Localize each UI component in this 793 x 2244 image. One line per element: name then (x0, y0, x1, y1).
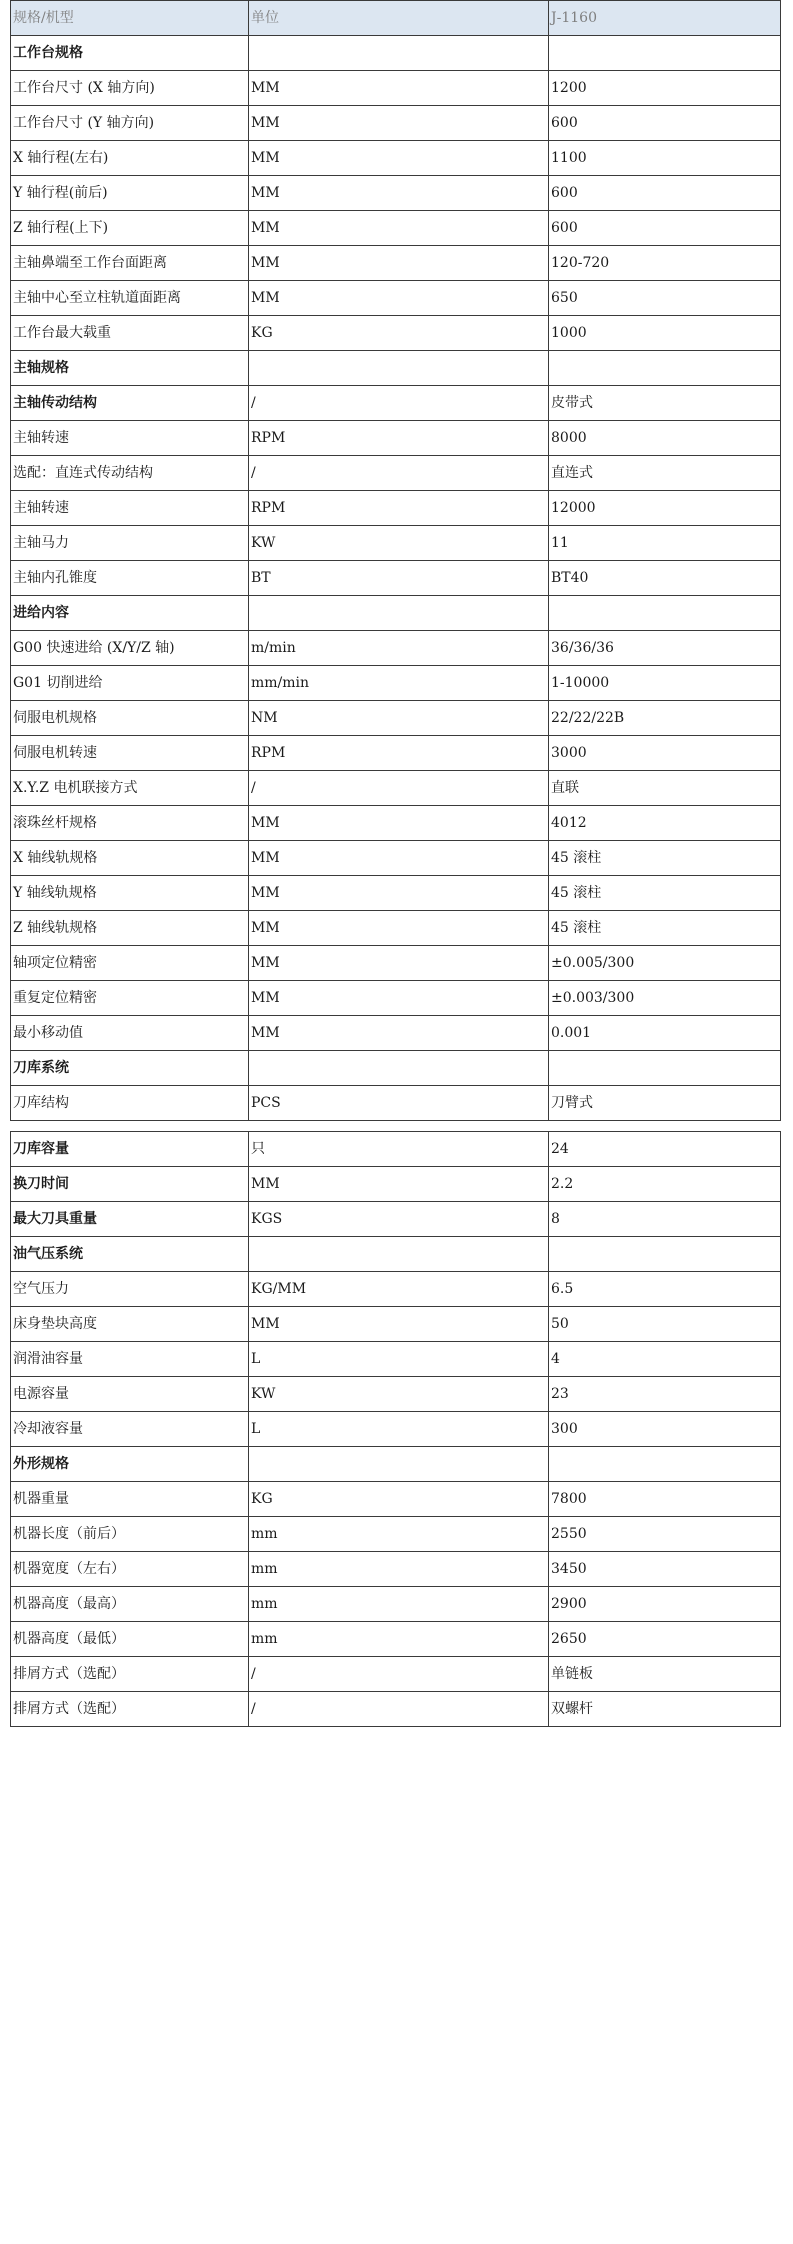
spec-value-cell: 24 (549, 1132, 781, 1167)
spec-name-cell: Y 轴线轨规格 (11, 876, 249, 911)
table-row (11, 1412, 781, 1447)
spec-name-cell: Z 轴行程(上下) (11, 211, 249, 246)
spec-unit-cell: mm/min (249, 666, 549, 701)
spec-value-cell: 3450 (549, 1552, 781, 1587)
spec-unit-cell: MM (249, 1016, 549, 1051)
spec-unit-cell: MM (249, 106, 549, 141)
spec-name-cell: X 轴行程(左右) (11, 141, 249, 176)
spec-value-cell: 8 (549, 1202, 781, 1237)
spec-name-cell: 电源容量 (11, 1377, 249, 1412)
table-row (11, 981, 781, 1016)
spec-value-cell: 2550 (549, 1517, 781, 1552)
table-row (11, 1377, 781, 1412)
spec-unit-cell (249, 36, 549, 71)
section-row (11, 36, 781, 71)
spec-value-cell (549, 1237, 781, 1272)
spec-unit-cell (249, 596, 549, 631)
spec-name-cell: 主轴内孔锥度 (11, 561, 249, 596)
spec-value-cell: 120-720 (549, 246, 781, 281)
table-row (11, 1202, 781, 1237)
spec-name-cell: 伺服电机转速 (11, 736, 249, 771)
spec-unit-cell (249, 1237, 549, 1272)
table-row (11, 491, 781, 526)
table-row (11, 106, 781, 141)
header-model-cell: J-1160 (549, 1, 781, 36)
spec-value-cell: 50 (549, 1307, 781, 1342)
section-row (11, 596, 781, 631)
spec-unit-cell: MM (249, 246, 549, 281)
spec-value-cell: ±0.005/300 (549, 946, 781, 981)
table-row (11, 911, 781, 946)
spec-name-cell: 工作台规格 (11, 36, 249, 71)
spec-value-cell: 650 (549, 281, 781, 316)
spec-name-cell: 重复定位精密 (11, 981, 249, 1016)
spec-unit-cell: mm (249, 1622, 549, 1657)
spec-unit-cell: RPM (249, 736, 549, 771)
spec-value-cell: 8000 (549, 421, 781, 456)
spec-unit-cell: KG/MM (249, 1272, 549, 1307)
table-row (11, 736, 781, 771)
table-row (11, 946, 781, 981)
table-row (11, 876, 781, 911)
spec-value-cell: 1100 (549, 141, 781, 176)
spec-unit-cell: MM (249, 1167, 549, 1202)
table-row (11, 421, 781, 456)
spec-name-cell: X.Y.Z 电机联接方式 (11, 771, 249, 806)
spec-name-cell: 润滑油容量 (11, 1342, 249, 1377)
spec-unit-cell: MM (249, 211, 549, 246)
spec-unit-cell: PCS (249, 1086, 549, 1121)
spec-unit-cell (249, 351, 549, 386)
spec-value-cell: 直连式 (549, 456, 781, 491)
header-unit-cell: 单位 (249, 1, 549, 36)
spec-value-cell: 刀臂式 (549, 1086, 781, 1121)
section-row (11, 1237, 781, 1272)
table-row (11, 1086, 781, 1121)
table-row (11, 1342, 781, 1377)
spec-unit-cell: RPM (249, 421, 549, 456)
spec-unit-cell: KG (249, 1482, 549, 1517)
spec-unit-cell: MM (249, 981, 549, 1016)
table-row (11, 631, 781, 666)
spec-name-cell: 主轴转速 (11, 491, 249, 526)
spec-unit-cell: MM (249, 281, 549, 316)
spec-value-cell: 45 滚柱 (549, 876, 781, 911)
spec-unit-cell: L (249, 1412, 549, 1447)
table-row (11, 1657, 781, 1692)
table-row (11, 141, 781, 176)
spec-unit-cell: KG (249, 316, 549, 351)
spec-unit-cell: KW (249, 1377, 549, 1412)
spec-value-cell (549, 1051, 781, 1086)
spec-unit-cell: MM (249, 876, 549, 911)
table-row (11, 386, 781, 421)
table-row (11, 1482, 781, 1517)
spec-value-cell: 22/22/22B (549, 701, 781, 736)
spec-value-cell: 3000 (549, 736, 781, 771)
spec-name-cell: 刀库容量 (11, 1132, 249, 1167)
spec-unit-cell (249, 1447, 549, 1482)
spec-name-cell: G01 切削进给 (11, 666, 249, 701)
table-row (11, 526, 781, 561)
spec-name-cell: 工作台尺寸 (X 轴方向) (11, 71, 249, 106)
section-row (11, 1447, 781, 1482)
table-row (11, 71, 781, 106)
spec-table-main (10, 0, 781, 1121)
table-row (11, 806, 781, 841)
spec-unit-cell: mm (249, 1587, 549, 1622)
table-row (11, 1587, 781, 1622)
spec-name-cell: 空气压力 (11, 1272, 249, 1307)
spec-unit-cell: m/min (249, 631, 549, 666)
spec-name-cell: 选配：直连式传动结构 (11, 456, 249, 491)
spec-name-cell: 外形规格 (11, 1447, 249, 1482)
spec-value-cell: 单链板 (549, 1657, 781, 1692)
section-row (11, 1051, 781, 1086)
spec-unit-cell: L (249, 1342, 549, 1377)
spec-unit-cell: / (249, 386, 549, 421)
spec-value-cell: ±0.003/300 (549, 981, 781, 1016)
spec-value-cell: 45 滚柱 (549, 911, 781, 946)
spec-value-cell (549, 1447, 781, 1482)
spec-name-cell: 工作台尺寸 (Y 轴方向) (11, 106, 249, 141)
spec-unit-cell: MM (249, 71, 549, 106)
spec-name-cell: 刀库结构 (11, 1086, 249, 1121)
spec-name-cell: 油气压系统 (11, 1237, 249, 1272)
spec-name-cell: 换刀时间 (11, 1167, 249, 1202)
spec-unit-cell: MM (249, 946, 549, 981)
spec-value-cell: 36/36/36 (549, 631, 781, 666)
spec-value-cell: 1000 (549, 316, 781, 351)
spec-value-cell: 2900 (549, 1587, 781, 1622)
table-row (11, 1307, 781, 1342)
spec-value-cell: 2.2 (549, 1167, 781, 1202)
spec-value-cell (549, 36, 781, 71)
spec-value-cell: 300 (549, 1412, 781, 1447)
spec-unit-cell: BT (249, 561, 549, 596)
spec-table-continued (10, 1131, 781, 1727)
table-row (11, 1622, 781, 1657)
spec-value-cell: 0.001 (549, 1016, 781, 1051)
spec-name-cell: 主轴马力 (11, 526, 249, 561)
spec-unit-cell: / (249, 771, 549, 806)
spec-value-cell: 12000 (549, 491, 781, 526)
spec-unit-cell: MM (249, 841, 549, 876)
table-row (11, 666, 781, 701)
spec-value-cell: 4 (549, 1342, 781, 1377)
spec-value-cell: 600 (549, 211, 781, 246)
spec-name-cell: Z 轴线轨规格 (11, 911, 249, 946)
spec-unit-cell: mm (249, 1552, 549, 1587)
spec-unit-cell: MM (249, 176, 549, 211)
table-row (11, 701, 781, 736)
spec-name-cell: 主轴规格 (11, 351, 249, 386)
spec-name-cell: 主轴转速 (11, 421, 249, 456)
table-row (11, 1552, 781, 1587)
table-row (11, 1132, 781, 1167)
spec-value-cell: 23 (549, 1377, 781, 1412)
spec-name-cell: 轴项定位精密 (11, 946, 249, 981)
spec-name-cell: 最大刀具重量 (11, 1202, 249, 1237)
table-row (11, 176, 781, 211)
spec-name-cell: 主轴鼻端至工作台面距离 (11, 246, 249, 281)
spec-value-cell (549, 351, 781, 386)
spec-unit-cell: MM (249, 911, 549, 946)
table-row (11, 1272, 781, 1307)
spec-name-cell: 排屑方式（选配） (11, 1692, 249, 1727)
spec-value-cell: 600 (549, 176, 781, 211)
spec-name-cell: G00 快速进给 (X/Y/Z 轴) (11, 631, 249, 666)
table-row (11, 561, 781, 596)
spec-unit-cell: RPM (249, 491, 549, 526)
spec-value-cell: 直联 (549, 771, 781, 806)
spec-unit-cell: / (249, 1657, 549, 1692)
table-row (11, 316, 781, 351)
spec-value-cell: 45 滚柱 (549, 841, 781, 876)
table-row (11, 771, 781, 806)
spec-unit-cell: KW (249, 526, 549, 561)
table-header-row (11, 1, 781, 36)
table-row (11, 1517, 781, 1552)
spec-value-cell: 1-10000 (549, 666, 781, 701)
spec-unit-cell: 只 (249, 1132, 549, 1167)
spec-name-cell: 滚珠丝杆规格 (11, 806, 249, 841)
header-name-cell: 规格/机型 (11, 1, 249, 36)
spec-unit-cell: MM (249, 141, 549, 176)
spec-name-cell: 排屑方式（选配） (11, 1657, 249, 1692)
section-row (11, 351, 781, 386)
spec-name-cell: 主轴传动结构 (11, 386, 249, 421)
spec-value-cell: BT40 (549, 561, 781, 596)
spec-unit-cell: / (249, 1692, 549, 1727)
spec-value-cell: 双螺杆 (549, 1692, 781, 1727)
spec-value-cell: 6.5 (549, 1272, 781, 1307)
spec-name-cell: 伺服电机规格 (11, 701, 249, 736)
table-row (11, 1016, 781, 1051)
spec-name-cell: 主轴中心至立柱轨道面距离 (11, 281, 249, 316)
table-row (11, 1167, 781, 1202)
spec-value-cell: 11 (549, 526, 781, 561)
spec-unit-cell: NM (249, 701, 549, 736)
spec-value-cell: 7800 (549, 1482, 781, 1517)
spec-unit-cell: MM (249, 806, 549, 841)
spec-name-cell: 机器宽度（左右） (11, 1552, 249, 1587)
spec-name-cell: 刀库系统 (11, 1051, 249, 1086)
spec-value-cell (549, 596, 781, 631)
spec-unit-cell: KGS (249, 1202, 549, 1237)
spec-unit-cell: MM (249, 1307, 549, 1342)
table-row (11, 841, 781, 876)
table-row (11, 211, 781, 246)
spec-name-cell: 进给内容 (11, 596, 249, 631)
spec-unit-cell: mm (249, 1517, 549, 1552)
spec-name-cell: 最小移动值 (11, 1016, 249, 1051)
table-row (11, 281, 781, 316)
spec-name-cell: 冷却液容量 (11, 1412, 249, 1447)
spec-name-cell: 机器长度（前后） (11, 1517, 249, 1552)
spec-unit-cell: / (249, 456, 549, 491)
table-row (11, 246, 781, 281)
spec-value-cell: 4012 (549, 806, 781, 841)
spec-name-cell: 机器高度（最低） (11, 1622, 249, 1657)
spec-value-cell: 2650 (549, 1622, 781, 1657)
spec-value-cell: 600 (549, 106, 781, 141)
spec-value-cell: 1200 (549, 71, 781, 106)
spec-value-cell: 皮带式 (549, 386, 781, 421)
spec-unit-cell (249, 1051, 549, 1086)
table-row (11, 1692, 781, 1727)
spec-name-cell: 机器高度（最高） (11, 1587, 249, 1622)
spec-name-cell: Y 轴行程(前后) (11, 176, 249, 211)
spec-name-cell: X 轴线轨规格 (11, 841, 249, 876)
spec-name-cell: 床身垫块高度 (11, 1307, 249, 1342)
spec-name-cell: 机器重量 (11, 1482, 249, 1517)
spec-name-cell: 工作台最大载重 (11, 316, 249, 351)
table-row (11, 456, 781, 491)
